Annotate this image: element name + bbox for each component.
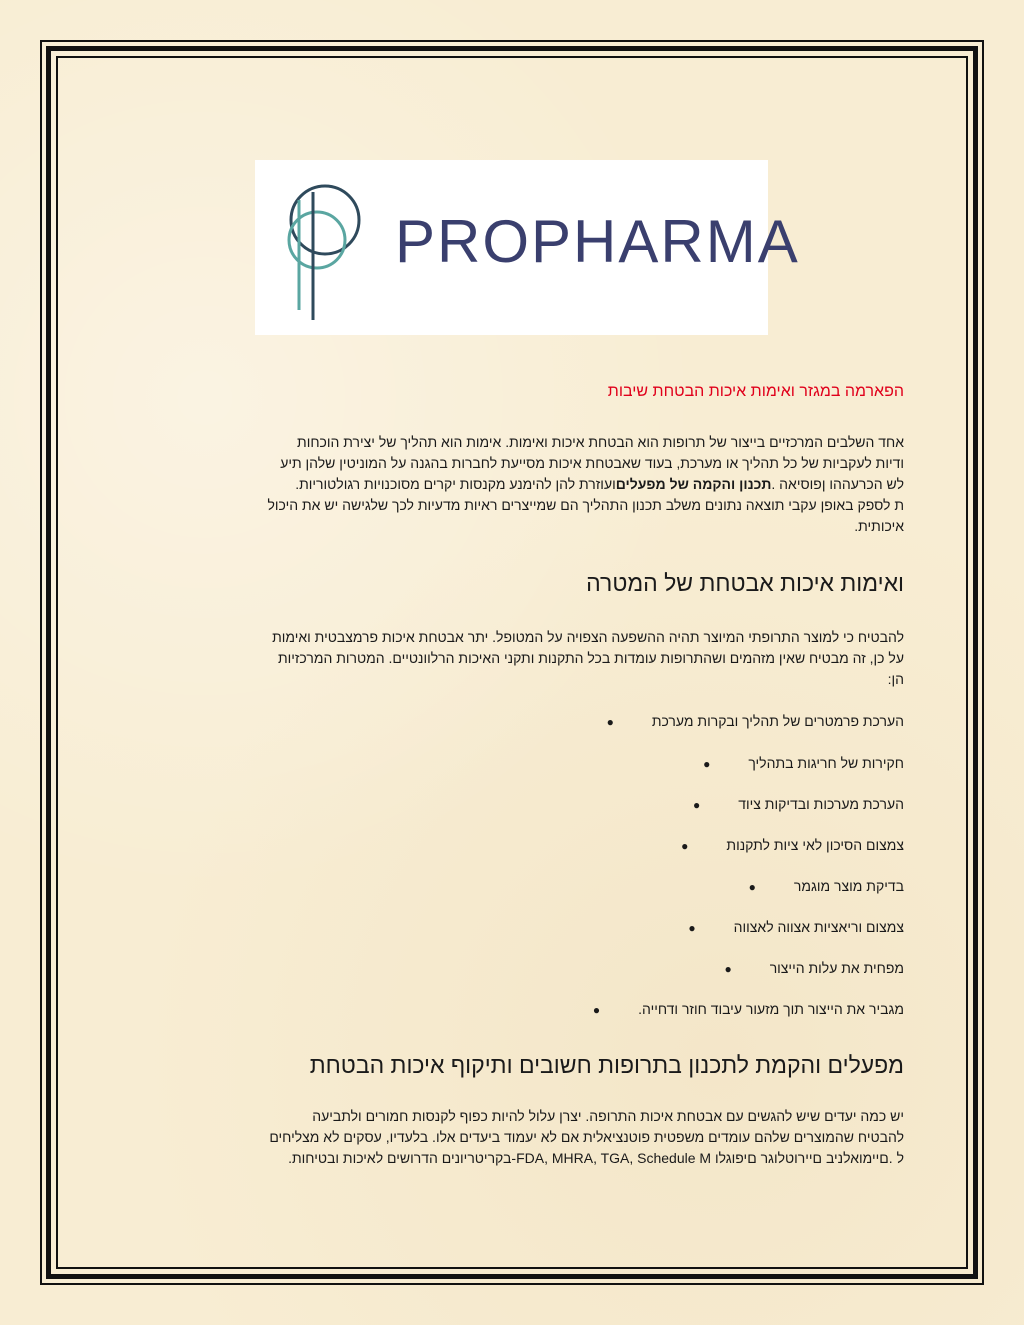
- bullet-icon: ●: [703, 757, 711, 771]
- logo-mark-icon: [255, 160, 395, 335]
- text-line: איכותית.: [854, 518, 904, 534]
- section1-paragraph: [114, 627, 904, 690]
- intro-title: הפארמה במגזר ואימות איכות הבטחת שיבות: [607, 383, 904, 400]
- list-item-text: הערכת פרמטרים של תהליך ובקרות מערכת: [651, 713, 904, 729]
- list-item: [749, 878, 904, 894]
- list-item-text: צמצום וריאציות אצווה לאצווה: [733, 919, 904, 935]
- intro-paragraph: [114, 432, 904, 537]
- list-item-text: מגביר את הייצור תוך מזעור עיבוד חוזר ודחייה.: [638, 1001, 904, 1017]
- text-line: להבטיח כי למוצר התרופתי המיוצר תהיה ההשפעה הצפויה על המטופל. יתר אבטחת איכות פרמצבטית ואימות: [272, 629, 904, 645]
- text-line: ודיות לעקביות של כל תהליך או מערכת, בעוד שאבטחת איכות מסייעת לחברות בהגנה על המוניטין שלהן תיע: [280, 455, 904, 471]
- list-item: [693, 796, 904, 812]
- list-item-text: חקירות של חריגות בתהליך: [748, 755, 904, 771]
- list-item: [607, 713, 904, 729]
- facility-design-bold: תכנון והקמה של מפעלים: [615, 476, 772, 492]
- text-line: [114, 474, 904, 495]
- section1-heading: ואימות איכות אבטחת של המטרה: [586, 570, 904, 596]
- text-line: הן:: [887, 671, 904, 687]
- bullet-icon: ●: [724, 962, 732, 976]
- bullet-icon: ●: [748, 880, 756, 894]
- list-item-text: הערכת מערכות ובדיקות ציוד: [738, 796, 904, 812]
- bullet-icon: ●: [692, 798, 701, 812]
- bullet-icon: ●: [606, 715, 614, 729]
- text-line: להבטיח שהמוצרים שלהם עומדים משפטית פוטנציאלית אם לא יעמוד ביעדים אלו. בלעדיו, עסקים לא מצליחים: [269, 1129, 904, 1145]
- bullet-icon: ●: [681, 839, 689, 853]
- list-item-text: בדיקת מוצר מוגמר: [793, 878, 904, 894]
- bullet-icon: ●: [688, 921, 696, 935]
- list-item-text: צמצום הסיכון לאי ציות לתקנות: [726, 837, 904, 853]
- list-item: [703, 755, 904, 771]
- text-span: ועוזרת להן להימנע מקנסות יקרים מסוכנויות רגולטוריות.: [295, 476, 616, 492]
- list-item: [593, 1001, 904, 1017]
- text-line: על כן, זה מבטיח שאין מזהמים ושהתרופות עומדות בכל התקנות ותקני האיכות הרלוונטיים. המטרות המרכזיות: [277, 650, 904, 666]
- text-span: לש הכרעההו ןפוסיאה .: [771, 476, 904, 492]
- text-line: אחד השלבים המרכזיים בייצור של תרופות הוא הבטחת איכות ואימות. אימות הוא תהליך של יצירת הוכחות: [297, 434, 904, 450]
- text-line: ל .םיימואלניב םיירוטלוגר םיפוגלו FDA, MHRA, TGA, Schedule M-בקריטריונים הדרושים לאיכות ובטיחות.: [288, 1150, 904, 1166]
- text-line: ת לספק באופן עקבי תוצאה נתונים משלב תכנון התהליך הם שמייצרים ראיות מדעיות לכך שלגישה יש את היכול: [267, 497, 904, 513]
- list-item: [724, 960, 904, 976]
- list-item: [681, 837, 904, 853]
- section2-heading: מפעלים והקמת לתכנון בתרופות חשובים ותיקוף איכות הבטחת: [309, 1052, 904, 1078]
- propharma-logo: [255, 160, 800, 335]
- bullet-icon: ●: [592, 1003, 601, 1017]
- text-line: יש כמה יעדים שיש להגשים עם אבטחת איכות התרופה. יצרן עלול להיות כפוף לקנסות חמורים ולתביעה: [312, 1108, 904, 1124]
- list-item: [688, 919, 904, 935]
- section2-paragraph: [114, 1106, 904, 1169]
- list-item-text: מפחית את עלות הייצור: [769, 960, 904, 976]
- logo-wordmark: PROPHARMA: [395, 208, 800, 275]
